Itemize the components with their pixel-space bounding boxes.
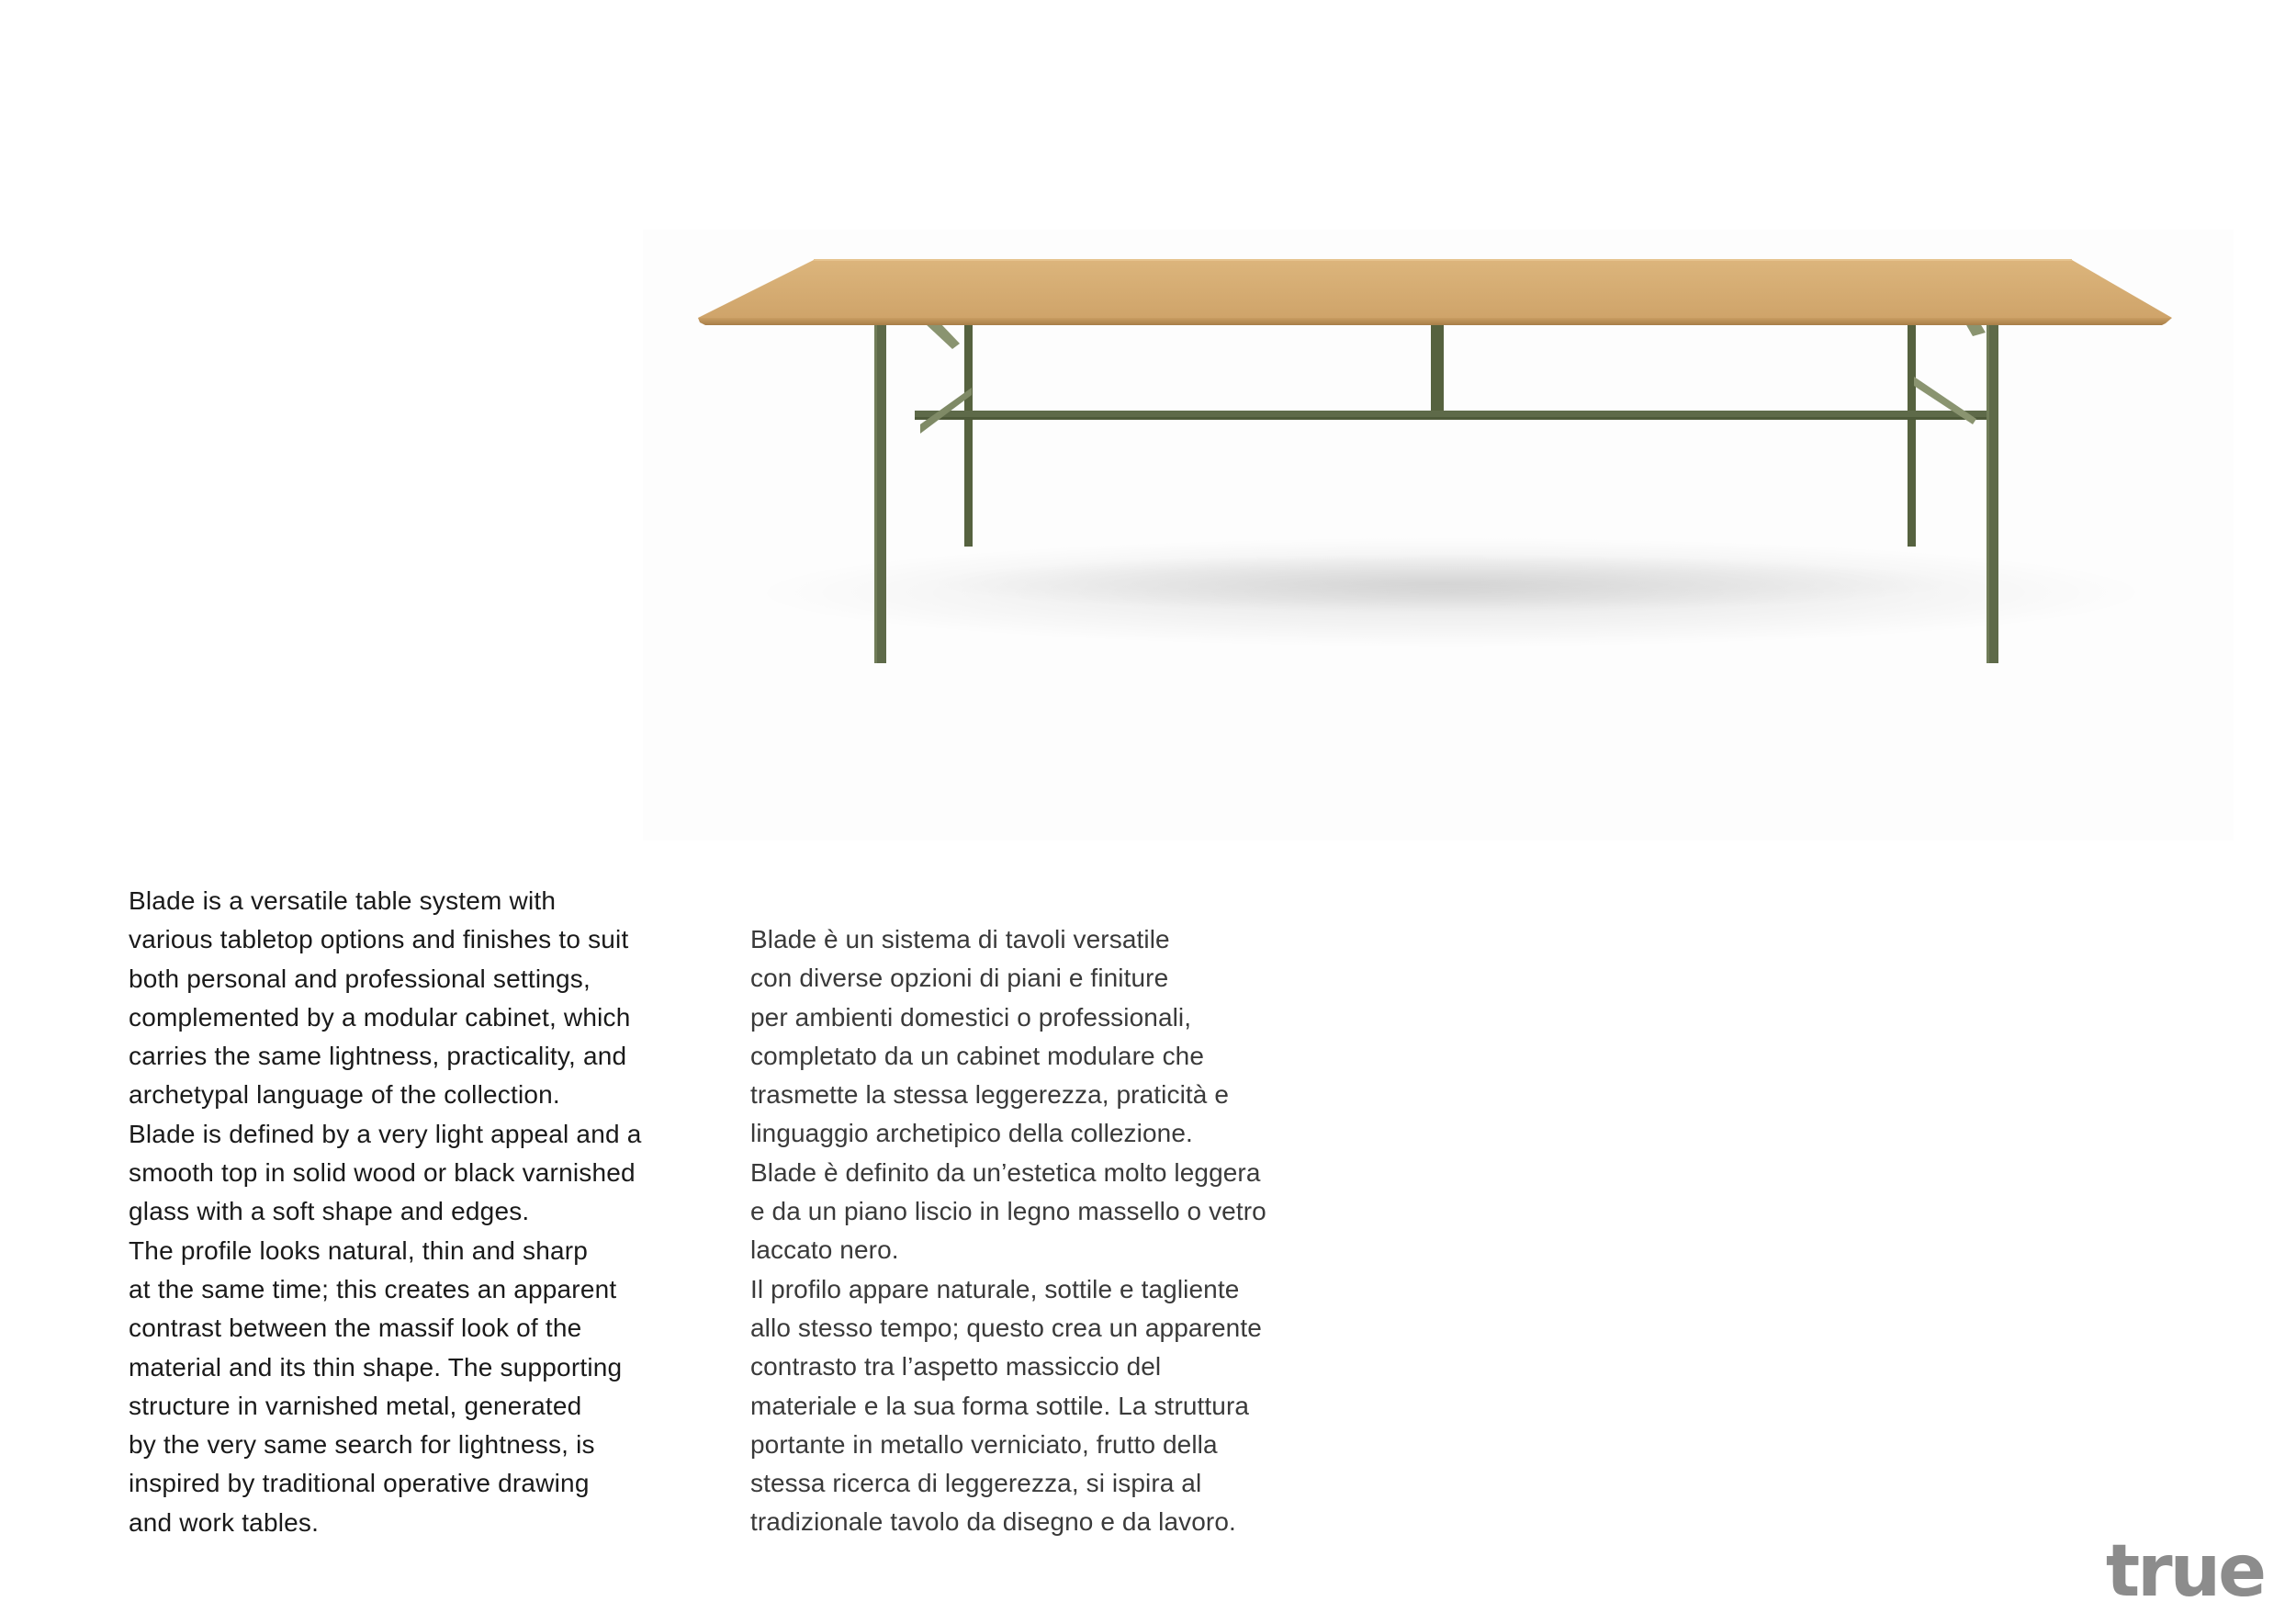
text-line: The profile looks natural, thin and sharp bbox=[129, 1235, 589, 1265]
front-leg-right-highlight bbox=[1986, 320, 1989, 663]
text-line: Il profilo appare naturale, sottile e tagliente bbox=[750, 1274, 1240, 1303]
brace-right-upper bbox=[1965, 323, 1986, 336]
text-line: various tabletop options and finishes to suit bbox=[129, 925, 629, 954]
text-line: smooth top in solid wood or black varnished bbox=[129, 1158, 636, 1188]
text-line: material and its thin shape. The supporting bbox=[129, 1352, 623, 1382]
floor-shadow-inner bbox=[928, 554, 1956, 613]
text-line: materiale e la sua forma sottile. La struttura bbox=[750, 1391, 1250, 1420]
back-leg-left bbox=[964, 323, 973, 547]
text-line: e da un piano liscio in legno massello o vetro bbox=[750, 1197, 1266, 1226]
text-line: Blade è un sistema di tavoli versatile bbox=[750, 925, 1170, 953]
text-line: completato da un cabinet modulare che bbox=[750, 1041, 1205, 1070]
front-leg-left-highlight bbox=[874, 320, 877, 663]
text-line: portante in metallo verniciato, frutto della bbox=[750, 1429, 1218, 1459]
text-line: structure in varnished metal, generated bbox=[129, 1391, 582, 1420]
text-line: at the same time; this creates an apparent bbox=[129, 1274, 617, 1303]
text-line: and work tables. bbox=[129, 1507, 320, 1537]
tabletop-edge bbox=[698, 318, 2172, 325]
text-line: per ambienti domestici o professionali, bbox=[750, 1002, 1192, 1032]
back-leg-middle bbox=[1431, 323, 1444, 412]
text-line: con diverse opzioni di piani e finiture bbox=[750, 964, 1169, 993]
brace-left-upper bbox=[925, 323, 960, 349]
text-line: Blade è definito da un’estetica molto leggera bbox=[750, 1157, 1261, 1187]
text-line: linguaggio archetipico della collezione. bbox=[750, 1119, 1193, 1148]
text-line: both personal and professional settings, bbox=[129, 964, 591, 993]
tabletop-surface bbox=[698, 260, 2172, 318]
text-line: complemented by a modular cabinet, which bbox=[129, 1002, 631, 1032]
stretcher-bar-shade bbox=[915, 417, 1987, 420]
text-line: carries the same lightness, practicality, and bbox=[129, 1042, 627, 1071]
text-line: glass with a soft shape and edges. bbox=[129, 1197, 530, 1226]
text-line: stessa ricerca di leggerezza, si ispira al bbox=[750, 1469, 1202, 1498]
product-photo bbox=[643, 230, 2234, 840]
text-line: tradizionale tavolo da disegno e da lavoro. bbox=[750, 1507, 1236, 1537]
text-line: Blade is a versatile table system with bbox=[129, 886, 557, 915]
back-leg-right bbox=[1908, 323, 1916, 547]
text-line: contrasto tra l’aspetto massiccio del bbox=[750, 1352, 1162, 1382]
text-line: by the very same search for lightness, is bbox=[129, 1430, 595, 1460]
text-line: archetypal language of the collection. bbox=[129, 1080, 560, 1110]
blade-table-photo bbox=[643, 230, 2234, 840]
text-line: contrast between the massif look of the bbox=[129, 1314, 582, 1343]
text-line: Blade is defined by a very light appeal and a bbox=[129, 1119, 642, 1148]
text-line: allo stesso tempo; questo crea un apparente bbox=[750, 1313, 1262, 1342]
description-english bbox=[129, 882, 680, 1542]
brand-logo: true bbox=[2105, 1530, 2264, 1613]
description-italian bbox=[750, 920, 1301, 1542]
text-line: trasmette la stessa leggerezza, praticità e bbox=[750, 1080, 1229, 1110]
text-line: laccato nero. bbox=[750, 1235, 899, 1265]
text-line: inspired by traditional operative drawing bbox=[129, 1469, 590, 1498]
